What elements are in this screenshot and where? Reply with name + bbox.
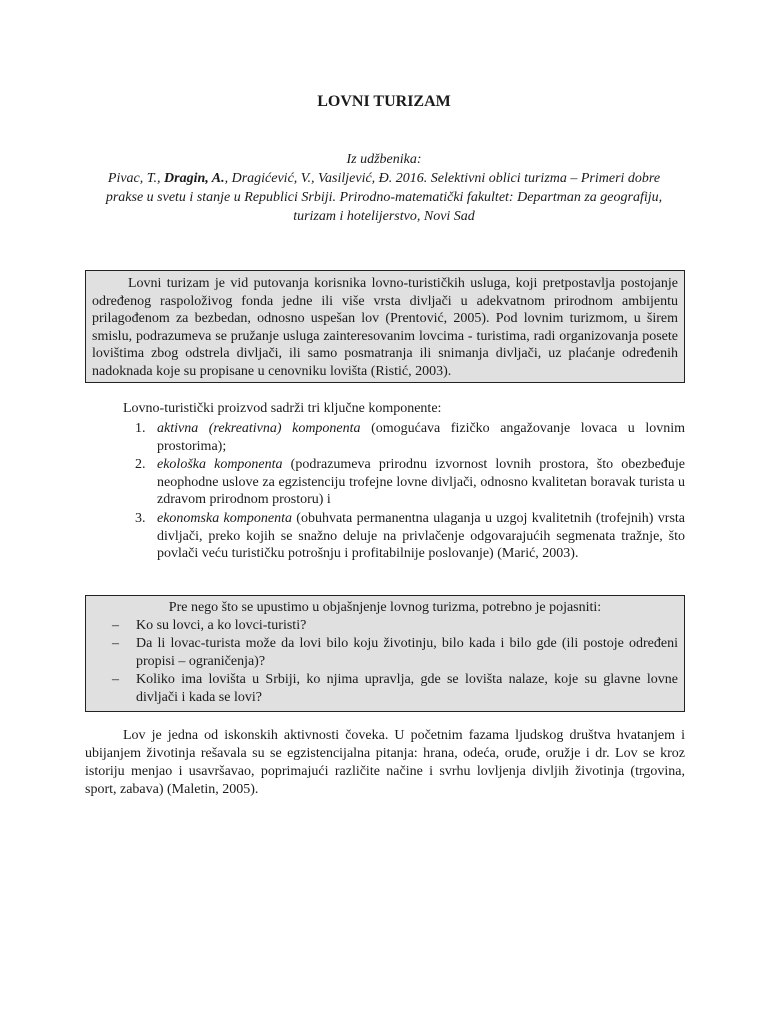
dash-bullet: – [112,618,119,633]
source-author-bold: Dragin, A. [164,171,225,186]
source-authors-1: Pivac, T., [107,171,165,186]
question-item [92,617,678,635]
component-text: (obuhvata permanentna ulaganja u uzgoj kvalitetnih (trofejnih) vrsta divljači, preko kojih se snažno deluje na privlačenje odgovarajućih segmenata tražnje, što povlači veću turističku potrošnju i profitabilnije poslovanje) (Marić, 2003). [157,510,686,562]
components-intro: Lovno-turistički proizvod sadrži tri ključne komponente: [123,401,442,416]
source-authors-2: , Dragićević, V., Vasiljević, Đ. 2016. Selektivni oblici turizma – Primeri dobre prakse u svetu i stanje u Republici Srbiji. Prirodno-matematički fakultet: Departman za geografiju, turizam i hotelijerstvo, Novi Sad [105,171,663,224]
questions-list [92,617,678,707]
definition-text: Lovni turizam je vid putovanja korisnika lovno-turističkih usluga, koji pretpostavlja postojanje određenog raspoloživog fonda jedne ili više vrsta divljači u adekvatnom prirodnom ambijentu prilagođenom za bezbedan, odnosno uspešan lov (Prentović, 2005). Pod lovnim turizmom, u širem smislu, podrazumeva se pružanje usluga zainteresovanim lovcima - turistima, radi organizovanja posete lovištima zbog odstrela divljači, ili samo posmatranja ili snimanja divljači, uz plaćanje određenih nadoknada koje su propisane u cenovniku lovišta (Ristić, 2003). [92,276,678,379]
dash-bullet: – [112,672,119,687]
source-citation [90,150,678,226]
component-text: (podrazumeva prirodnu izvornost lovnih prostora, što obezbeđuje neophodne uslove za egzistenciju trofejne lovne divljači, odnosno kvalitetan boravak turista u zdravom prirodnom prostoru) i [157,457,685,508]
component-number: 3. [135,510,146,526]
component-term: aktivna (rekreativna) komponenta [157,421,361,436]
question-item [92,671,678,707]
component-term: ekonomska komponenta [157,510,292,526]
dash-bullet: – [112,636,119,651]
component-item [85,456,685,509]
document-title: LOVNI TURIZAM [317,93,451,110]
component-number: 2. [135,457,146,473]
source-intro: Iz udžbenika: [346,152,422,167]
components-list [85,420,685,563]
definition-box [85,270,685,383]
component-item [85,510,685,563]
body-paragraph: Lov je jedna od iskonskih aktivnosti čoveka. U početnim fazama ljudskog društva hvatanjem i ubijanjem životinja rešavala su se egzistencijalna pitanja: hrana, odeća, oruđe, oružje i dr. Lov se kroz istoriju menjao i usavršavao, poprimajući različite načine i svrhu lovljenja divljih životinja (trgovina, sport, zabava) (Maletin, 2005). [85,728,685,797]
questions-lead: Pre nego što se upustimo u objašnjenje lovnog turizma, potrebno je pojasniti: [168,600,602,615]
component-term: ekološka komponenta [157,457,283,473]
question-text: Koliko ima lovišta u Srbiji, ko njima upravlja, gde se lovišta nalaze, koje su glavne lovne divljači i kada se lovi? [136,672,678,705]
component-item [85,420,685,455]
component-number: 1. [135,421,146,436]
question-text: Ko su lovci, a ko lovci-turisti? [136,618,307,633]
question-item [92,635,678,671]
question-text: Da li lovac-turista može da lovi bilo koju životinju, bilo kada i bilo gde (ili postoje određeni propisi – ograničenja)? [136,636,678,669]
component-text: (omogućava fizičko angažovanje lovaca u lovnim prostorima); [157,421,685,454]
questions-box [85,595,685,712]
components-section [85,400,685,564]
